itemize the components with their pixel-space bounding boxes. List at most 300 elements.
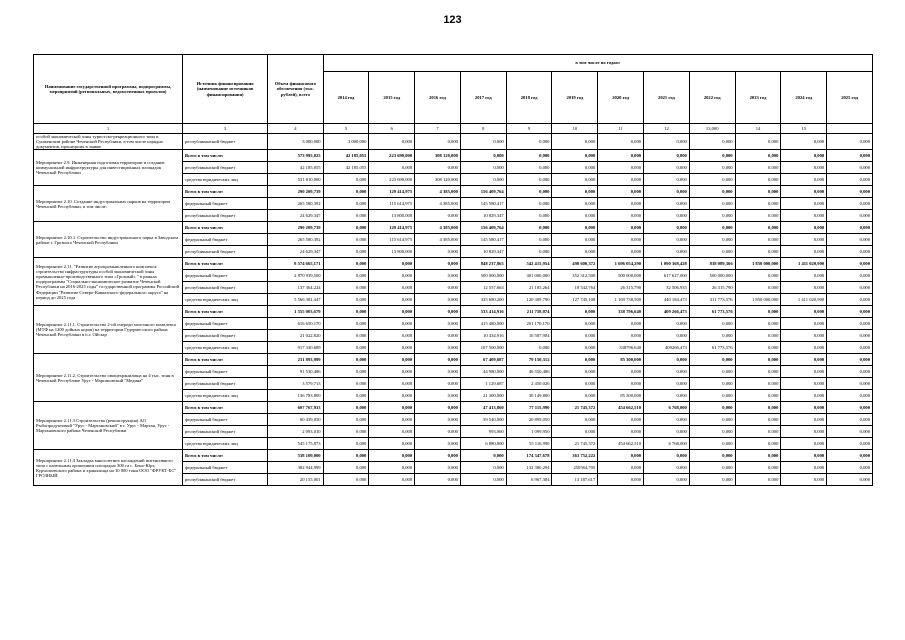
year-amount: 0,000 [781, 282, 827, 294]
year-amount: 44 980,000 [460, 366, 506, 378]
year-amount: 0,000 [369, 450, 415, 462]
year-amount: 0,000 [827, 390, 873, 402]
year-amount: 0,000 [781, 342, 827, 354]
year-amount: 2 450,026 [506, 378, 552, 390]
funding-source: средства юридических лиц [183, 342, 268, 354]
year-amount: 0,000 [598, 414, 644, 426]
header-year: 2022 год [689, 72, 735, 124]
year-amount: 1 850 000,000 [735, 258, 781, 270]
funding-source: федеральный бюджет [183, 366, 268, 378]
year-amount: 0,000 [369, 282, 415, 294]
funding-source: федеральный бюджет [183, 198, 268, 210]
year-amount: 0,000 [781, 354, 827, 366]
year-amount: 21 300,000 [460, 390, 506, 402]
year-amount: 0,000 [781, 330, 827, 342]
year-amount: 0,000 [369, 390, 415, 402]
year-amount: 0,000 [552, 246, 598, 258]
column-number: 9 [506, 124, 552, 134]
year-amount: 0,000 [323, 282, 369, 294]
total-amount: 290 209,739 [268, 186, 323, 198]
year-amount: 498 600,372 [552, 258, 598, 270]
funding-source: федеральный бюджет [183, 462, 268, 474]
year-amount: 0,000 [552, 186, 598, 198]
year-amount: 0,000 [598, 330, 644, 342]
year-amount: 26 315,790 [598, 282, 644, 294]
year-amount: 6 967,384 [506, 474, 552, 486]
year-amount: 1 090 368,428 [644, 258, 690, 270]
activity-name: Мероприятие 2.11.2. Строительство овощехранилища на 4 тыс. тонн в Чеченской Республике Урус - Мартановский "Медина" [34, 354, 183, 402]
year-amount: 0,000 [827, 354, 873, 366]
year-amount: 0,000 [552, 390, 598, 402]
year-amount: 0,000 [644, 246, 690, 258]
year-amount: 0,000 [735, 450, 781, 462]
total-amount: 20 155,001 [268, 474, 323, 486]
header-year: 2014 год [323, 72, 369, 124]
column-number: 4 [268, 124, 323, 134]
year-amount: 1 129,687 [460, 378, 506, 390]
year-amount: 0,000 [323, 258, 369, 270]
funding-source: Всего в том числе: [183, 222, 268, 234]
year-amount: 13 187,617 [552, 474, 598, 486]
year-amount: 0,000 [735, 234, 781, 246]
year-amount: 0,000 [781, 222, 827, 234]
year-amount: 0,000 [415, 438, 461, 450]
year-amount: 0,000 [552, 426, 598, 438]
year-amount: 0,000 [644, 234, 690, 246]
total-amount: 42 185,055 [268, 162, 323, 174]
year-amount: 0,000 [689, 222, 735, 234]
year-amount: 0,000 [689, 450, 735, 462]
year-amount: 4 385,000 [415, 222, 461, 234]
year-amount: 0,000 [735, 174, 781, 186]
year-amount: 0,000 [735, 246, 781, 258]
year-amount: 211 758,074 [506, 306, 552, 318]
year-amount: 0,000 [506, 186, 552, 198]
year-amount: 0,000 [323, 450, 369, 462]
year-amount: 0,000 [598, 210, 644, 222]
year-amount: 0,000 [781, 186, 827, 198]
year-amount: 0,000 [781, 390, 827, 402]
year-amount: 0,000 [827, 134, 873, 150]
funding-source: федеральный бюджет [183, 414, 268, 426]
year-amount: 0,000 [552, 198, 598, 210]
year-amount: 0,000 [827, 438, 873, 450]
year-amount: 0,000 [415, 402, 461, 414]
year-amount: 0,000 [323, 186, 369, 198]
year-amount: 42 185,055 [323, 162, 369, 174]
year-amount: 0,000 [689, 318, 735, 330]
total-amount: 91 530,486 [268, 366, 323, 378]
year-amount: 454 662,510 [598, 438, 644, 450]
year-amount: 0,000 [460, 150, 506, 162]
header-year: 2021 год [644, 72, 690, 124]
year-amount: 542 415,954 [506, 258, 552, 270]
year-amount: 156 409,764 [460, 222, 506, 234]
year-amount: 0,000 [323, 306, 369, 318]
year-amount: 0,000 [323, 378, 369, 390]
year-amount: 0,000 [460, 450, 506, 462]
total-amount: 24 629,347 [268, 210, 323, 222]
funding-source: республиканский бюджет [183, 282, 268, 294]
total-amount: 2 870 939,500 [268, 270, 323, 282]
year-amount: 0,000 [552, 318, 598, 330]
table-row [34, 402, 873, 414]
year-amount: 0,000 [598, 198, 644, 210]
year-amount: 0,000 [735, 162, 781, 174]
year-amount: 0,000 [506, 234, 552, 246]
total-amount: 21 022,820 [268, 330, 323, 342]
year-amount: 0,000 [781, 210, 827, 222]
year-amount: 0,000 [689, 246, 735, 258]
year-amount: 0,000 [644, 462, 690, 474]
year-amount: 0,000 [598, 426, 644, 438]
year-amount: 12 557,663 [460, 282, 506, 294]
year-amount: 0,000 [781, 162, 827, 174]
year-amount: 0,000 [598, 234, 644, 246]
year-amount: 0,000 [369, 426, 415, 438]
year-amount: 0,000 [781, 438, 827, 450]
year-amount: 0,000 [506, 174, 552, 186]
year-amount: 0,000 [415, 414, 461, 426]
year-amount: 0,000 [644, 390, 690, 402]
header-year: 2025 год [827, 72, 873, 124]
total-amount: 60 439,050 [268, 414, 323, 426]
year-amount: 0,000 [460, 462, 506, 474]
year-amount: 0,000 [735, 402, 781, 414]
year-amount: 0,000 [323, 342, 369, 354]
year-amount: 61 773,576 [689, 306, 735, 318]
year-amount: 129 414,975 [369, 186, 415, 198]
column-number: 3 [183, 124, 268, 134]
year-amount: 1 099,950 [506, 426, 552, 438]
year-amount: 0,000 [323, 330, 369, 342]
year-amount: 0,000 [781, 270, 827, 282]
total-amount: 2 093,010 [268, 426, 323, 438]
year-amount: 0,000 [644, 174, 690, 186]
year-amount: 201 170,170 [506, 318, 552, 330]
year-amount: 13 800,000 [369, 246, 415, 258]
year-amount: 1 696 054,290 [598, 258, 644, 270]
activity-name: Мероприятие 2.11. "Развитие агропромышленного комплекса: строительство инфраструктуры особой экономической зоны промышленно-производственного типа «Грозный» " в рамках подпрограммы "Социально-экономическое развитие Чеченской Республики на 2016-2025 годы" государственной программы Российской Федерации "Развитие Северо-Кавказского федерального округа" на период до 2025 года [34, 258, 183, 306]
year-amount: 0,000 [598, 134, 644, 150]
year-amount: 47 413,860 [460, 402, 506, 414]
year-amount: 0,000 [735, 270, 781, 282]
funding-source: средства юридических лиц [183, 174, 268, 186]
funding-source: Всего в том числе: [183, 450, 268, 462]
year-amount: 0,000 [735, 318, 781, 330]
activity-name: Мероприятие 2.11.3 Строительство (реконструкция) АО Рыбопродуктовый "Урус - Мартановский" в г. Урус - Мартан, Урус - Мартановского района Чеченской Республики [34, 402, 183, 450]
total-amount: 24 629,347 [268, 246, 323, 258]
year-amount: 0,000 [415, 474, 461, 486]
year-amount: 0,000 [552, 222, 598, 234]
year-amount: 0,000 [369, 134, 415, 150]
year-amount: 0,000 [506, 210, 552, 222]
table-row [34, 450, 873, 462]
year-amount: 0,000 [598, 366, 644, 378]
year-amount: 0,000 [735, 462, 781, 474]
year-amount: 0,000 [827, 270, 873, 282]
year-amount: 0,000 [369, 342, 415, 354]
year-amount: 0,000 [735, 282, 781, 294]
year-amount: 0,000 [552, 174, 598, 186]
year-amount: 308 120,000 [415, 174, 461, 186]
year-amount: 0,000 [369, 366, 415, 378]
year-amount: 0,000 [827, 450, 873, 462]
total-amount: 231 893,999 [268, 354, 323, 366]
year-amount: 0,000 [598, 174, 644, 186]
year-amount: 838 089,366 [689, 258, 735, 270]
year-amount: 0,000 [598, 186, 644, 198]
year-amount: 0,000 [827, 258, 873, 270]
activity-name: Мероприятие 2.11.4 Закладка многолетних насаждений интенсивного типа с капельным орошением площадью 300 га с. Бено-Юрт, Курчалоевского района и хранилища на 10 000 тонн ООО "ФРУКТ-БС" ГРОЗНЫЙ [34, 450, 183, 486]
year-amount: 0,000 [552, 330, 598, 342]
year-amount: 0,000 [415, 426, 461, 438]
year-amount: 0,000 [506, 150, 552, 162]
year-amount: 21 745,372 [552, 402, 598, 414]
year-amount: 0,000 [735, 426, 781, 438]
year-amount: 0,000 [552, 162, 598, 174]
year-amount: 0,000 [506, 134, 552, 150]
year-amount: 0,000 [552, 378, 598, 390]
year-amount: 0,000 [689, 330, 735, 342]
year-amount: 0,000 [644, 162, 690, 174]
total-amount: 265 580,392 [268, 198, 323, 210]
total-amount: 607 767,933 [268, 402, 323, 414]
header-name: Наименование государственной программы, подпрограммы, мероприятий (региональных, ведомственных проектов) [34, 55, 183, 124]
column-number: 5 [323, 124, 369, 134]
year-amount: 115 614,975 [369, 198, 415, 210]
column-number: 7 [415, 124, 461, 134]
year-amount: 0,000 [323, 198, 369, 210]
year-amount: 338 796,640 [598, 306, 644, 318]
funding-source: республиканский бюджет [183, 162, 268, 174]
funding-source: республиканский бюджет [183, 426, 268, 438]
year-amount: 363 752,222 [552, 450, 598, 462]
total-amount: 917 330,689 [268, 342, 323, 354]
header-year: 2015 год [369, 72, 415, 124]
year-amount: 0,000 [415, 134, 461, 150]
year-amount: 0,000 [781, 462, 827, 474]
year-amount: 85 300,000 [598, 354, 644, 366]
year-amount: 401 000,000 [506, 270, 552, 282]
year-amount: 0,000 [827, 210, 873, 222]
year-amount: 0,000 [323, 462, 369, 474]
year-amount: 0,000 [827, 378, 873, 390]
year-amount: 0,000 [689, 150, 735, 162]
year-amount: 0,000 [735, 150, 781, 162]
year-amount: 0,000 [323, 390, 369, 402]
year-amount: 0,000 [827, 282, 873, 294]
year-amount: 0,000 [552, 414, 598, 426]
year-amount: 0,000 [415, 306, 461, 318]
header-year: 2024 год [781, 72, 827, 124]
activity-name: Мероприятие 2.11.1. Строительство 2-ой очереди молочного комплекса (МТФ на 1200 дойных коров) на территории Гудермесского района Чеченской Республики в п.г. Ойсхар [34, 306, 183, 354]
year-amount: 0,000 [827, 150, 873, 162]
year-amount: 0,000 [781, 134, 827, 150]
year-amount: 46 550,486 [506, 366, 552, 378]
year-amount: 0,000 [552, 306, 598, 318]
year-amount: 1 169 738,500 [598, 294, 644, 306]
year-amount: 0,000 [735, 354, 781, 366]
funding-source: Всего в том числе: [183, 150, 268, 162]
year-amount: 0,000 [827, 462, 873, 474]
year-amount: 1 411 020,900 [781, 294, 827, 306]
column-number: 13,000 [689, 124, 735, 134]
year-amount: 61 773,576 [689, 342, 735, 354]
year-amount: 107 500,000 [460, 342, 506, 354]
year-amount: 0,000 [598, 450, 644, 462]
year-amount: 0,000 [644, 210, 690, 222]
column-number: 11 [598, 124, 644, 134]
year-amount: 0,000 [689, 366, 735, 378]
column-number: 14 [735, 124, 781, 134]
column-number: 12 [644, 124, 690, 134]
column-number: 1 [34, 124, 183, 134]
year-amount: 409266,473 [644, 342, 690, 354]
table-row [34, 150, 873, 162]
year-amount: 0,000 [689, 198, 735, 210]
year-amount: 0,000 [827, 174, 873, 186]
year-amount: 0,000 [415, 366, 461, 378]
year-amount: 0,000 [460, 474, 506, 486]
year-amount: 0,000 [369, 294, 415, 306]
year-amount: 0,000 [827, 234, 873, 246]
year-amount: 0,000 [415, 378, 461, 390]
funding-source: республиканский бюджет [183, 246, 268, 258]
year-amount: 0,000 [781, 150, 827, 162]
year-amount: 6 880,800 [460, 438, 506, 450]
header-year: 2018 год [506, 72, 552, 124]
year-amount: 0,000 [827, 426, 873, 438]
year-amount: 0,000 [689, 390, 735, 402]
year-amount: 10 829,347 [460, 210, 506, 222]
year-amount: 0,000 [552, 366, 598, 378]
year-amount: 0,000 [552, 134, 598, 150]
total-amount: 538 109,000 [268, 450, 323, 462]
year-amount: 0,000 [323, 210, 369, 222]
year-amount: 0,000 [644, 318, 690, 330]
year-amount: 250564,705 [552, 462, 598, 474]
year-amount: 0,000 [827, 342, 873, 354]
funding-source: Всего в том числе: [183, 354, 268, 366]
year-amount: 0,000 [506, 162, 552, 174]
year-amount: 500 000,000 [689, 270, 735, 282]
year-amount: 0,000 [781, 378, 827, 390]
year-amount: 308 120,000 [415, 150, 461, 162]
year-amount: 0,000 [415, 462, 461, 474]
activity-name: Мероприятие 2.10.1. Строительство индустриального парка в Заводском районе г. Грозного Чеченской Республики [34, 222, 183, 258]
table-row [34, 306, 873, 318]
year-amount: 0,000 [644, 414, 690, 426]
year-amount: 0,000 [415, 390, 461, 402]
year-amount: 85 300,000 [598, 390, 644, 402]
year-amount: 18 542,764 [552, 282, 598, 294]
year-amount: 0,000 [369, 414, 415, 426]
year-amount: 0,000 [735, 414, 781, 426]
year-amount: 0,000 [781, 474, 827, 486]
year-amount: 617 627,000 [644, 270, 690, 282]
year-amount: 129 414,975 [369, 222, 415, 234]
year-amount: 0,000 [369, 474, 415, 486]
year-amount: 0,000 [644, 150, 690, 162]
funding-source: федеральный бюджет [183, 234, 268, 246]
header-year: 2016 год [415, 72, 461, 124]
funding-source: республиканский бюджет [183, 134, 268, 150]
year-amount: 0,000 [369, 354, 415, 366]
year-amount: 0,000 [644, 222, 690, 234]
year-amount: 0,000 [735, 210, 781, 222]
year-amount: 4 385,000 [415, 186, 461, 198]
year-amount: 0,000 [323, 354, 369, 366]
year-amount: 0,000 [689, 174, 735, 186]
funding-source: средства юридических лиц [183, 438, 268, 450]
total-amount: 545 175,873 [268, 438, 323, 450]
year-amount: 0,000 [689, 438, 735, 450]
year-amount: 352 312,500 [552, 270, 598, 282]
year-amount: 10 434,916 [460, 330, 506, 342]
total-amount: 573 995,025 [268, 150, 323, 162]
year-amount: 1 850 000,000 [735, 294, 781, 306]
year-amount: 0,000 [323, 270, 369, 282]
year-amount: 0,000 [323, 438, 369, 450]
year-amount: 415 480,000 [460, 318, 506, 330]
table-row [34, 258, 873, 270]
year-amount: 0,000 [415, 246, 461, 258]
year-amount: 0,000 [415, 162, 461, 174]
year-amount: 21 105,264 [506, 282, 552, 294]
year-amount: 0,000 [644, 366, 690, 378]
year-amount: 0,000 [827, 306, 873, 318]
year-amount: 0,000 [781, 306, 827, 318]
year-amount: 0,000 [781, 426, 827, 438]
year-amount: 30 149,800 [506, 390, 552, 402]
column-number: 8 [460, 124, 506, 134]
year-amount: 0,000 [323, 402, 369, 414]
year-amount: 223 690,000 [369, 150, 415, 162]
year-amount: 0,000 [506, 342, 552, 354]
year-amount: 0,000 [415, 330, 461, 342]
year-amount: 26 315,790 [689, 282, 735, 294]
year-amount: 0,000 [735, 342, 781, 354]
year-amount: 409 266,473 [644, 306, 690, 318]
year-amount: 0,000 [689, 474, 735, 486]
year-amount: 0,000 [689, 134, 735, 150]
year-amount: 0,000 [323, 294, 369, 306]
year-amount: 335 680,200 [460, 294, 506, 306]
year-amount: 500 000,000 [598, 270, 644, 282]
year-amount: 0,000 [323, 414, 369, 426]
year-amount: 0,000 [415, 210, 461, 222]
year-amount: 145 580,417 [460, 234, 506, 246]
year-amount: 0,000 [323, 366, 369, 378]
year-amount: 223 690,000 [369, 174, 415, 186]
year-amount: 0,000 [506, 222, 552, 234]
year-amount: 77 115,990 [506, 402, 552, 414]
year-amount: 145 580,417 [460, 198, 506, 210]
header-volume: Объем финансового обеспечения (тыс. рублей), всего [268, 55, 323, 124]
year-amount: 0,000 [689, 162, 735, 174]
total-amount: 531 810,000 [268, 174, 323, 186]
year-amount: 0,000 [735, 366, 781, 378]
year-amount: 0,000 [323, 246, 369, 258]
year-amount: 0,000 [781, 318, 827, 330]
year-amount: 4 385,000 [415, 234, 461, 246]
year-amount: 0,000 [415, 354, 461, 366]
year-amount: 10 587,904 [506, 330, 552, 342]
total-amount: 290 209,739 [268, 222, 323, 234]
year-amount: 338796,640 [598, 342, 644, 354]
year-amount: 0,000 [598, 462, 644, 474]
